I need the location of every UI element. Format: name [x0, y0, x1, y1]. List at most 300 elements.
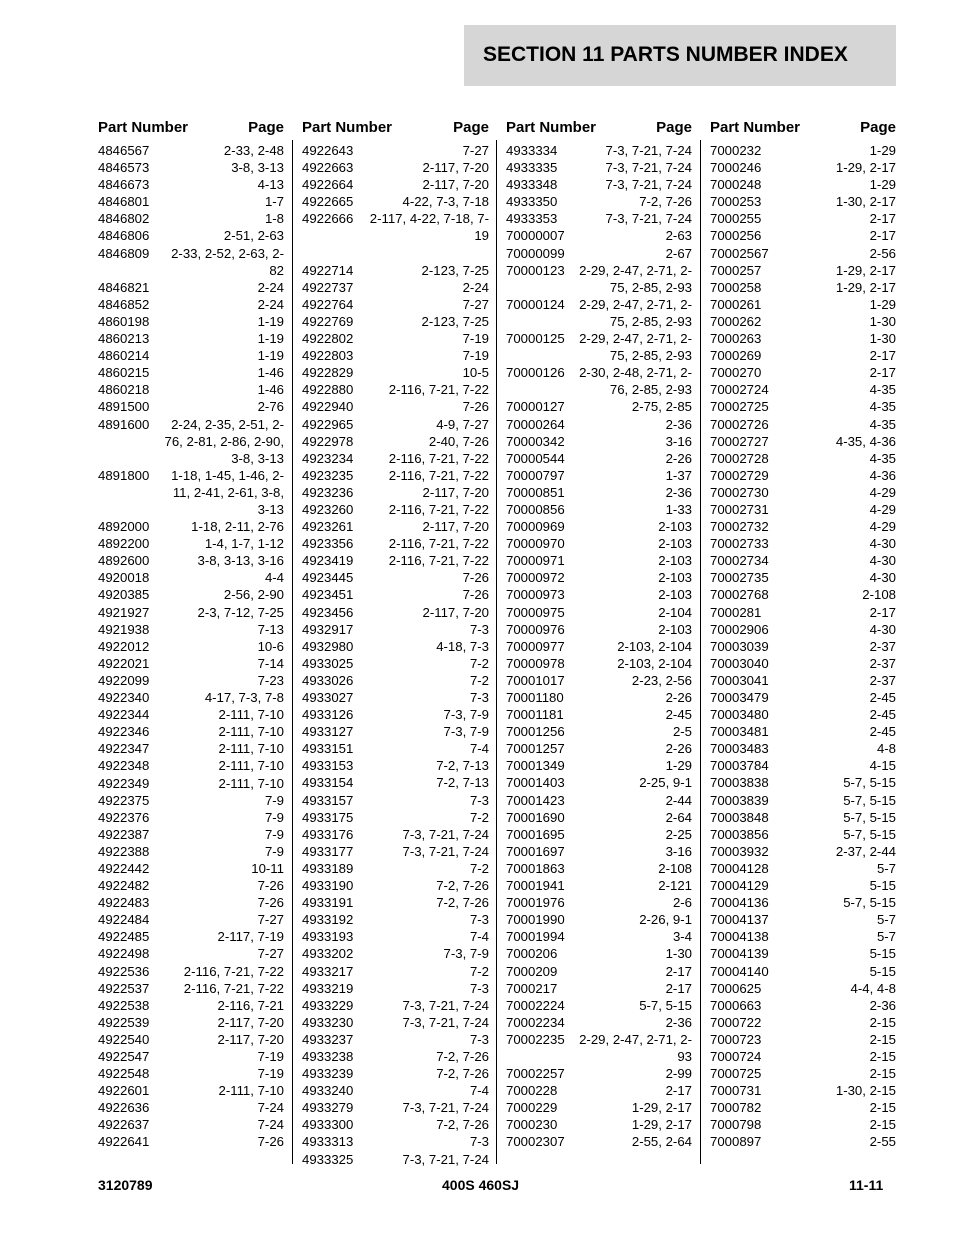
part-number: 7000232: [710, 143, 762, 158]
part-number: 70000972: [506, 570, 565, 586]
part-number: 4846806: [98, 228, 150, 244]
part-number: 4933238: [302, 1048, 354, 1064]
index-row: [710, 467, 896, 484]
page-ref: 1-29: [869, 296, 896, 312]
index-row: [506, 860, 692, 877]
index-row: [302, 1082, 489, 1099]
page-ref: 2-24: [257, 296, 284, 312]
index-row: [710, 501, 896, 518]
part-number: 70003848: [710, 809, 769, 825]
page-ref: 7-27: [257, 946, 284, 962]
index-row: [98, 911, 284, 928]
page-ref: 1-19: [257, 348, 284, 364]
index-row: [506, 330, 692, 364]
page-ref: 1-29: [869, 177, 896, 193]
part-number: 7000625: [710, 980, 762, 996]
page-ref: 2-30, 2-48, 2-71, 2-76, 2-85, 2-93: [579, 365, 692, 398]
index-row: [506, 518, 692, 535]
page-ref: 2-116, 7-21, 7-22: [388, 450, 489, 466]
page-ref: 2-17: [869, 348, 896, 364]
part-number: 4892000: [98, 519, 150, 535]
part-number: 4922965: [302, 416, 354, 432]
index-row: [98, 364, 284, 381]
page-ref: 2-45: [869, 724, 896, 740]
part-number: 4922485: [98, 929, 150, 945]
index-row: [302, 1151, 489, 1168]
page-ref: 7-3, 7-21, 7-24: [402, 1100, 489, 1116]
part-number: 70004136: [710, 895, 769, 911]
part-number: 70002906: [710, 621, 769, 637]
part-number: 70004137: [710, 912, 769, 928]
part-number: 4933325: [302, 1151, 354, 1167]
page-ref: 7-4: [469, 1083, 489, 1099]
page-ref: 2-40, 7-26: [428, 433, 489, 449]
part-number: 4846573: [98, 160, 150, 176]
part-number: 4891800: [98, 467, 150, 483]
page-ref: 1-29, 2-17: [835, 279, 896, 295]
page-ref: 2-33, 2-52, 2-63, 2-82: [171, 245, 284, 278]
page-ref: 2-104: [658, 604, 692, 620]
part-number: 70000007: [506, 228, 565, 244]
part-number: 70002725: [710, 399, 769, 415]
page-ref: 7-3: [469, 690, 489, 705]
index-row: [98, 809, 284, 826]
index-row: [302, 569, 489, 586]
index-row: [302, 911, 489, 928]
page-ref: 1-30: [665, 946, 692, 962]
part-number: 4933350: [506, 194, 558, 210]
page-ref: 1-19: [257, 313, 284, 329]
page-ref: 5-7, 5-15: [843, 895, 896, 911]
page-ref: 2-108: [658, 860, 692, 876]
page-ref: 4-35: [869, 399, 896, 415]
page-ref: 2-75, 2-85: [631, 399, 692, 415]
page-ref: 4-30: [869, 553, 896, 569]
part-number: 4933335: [506, 160, 558, 176]
part-number: 4933127: [302, 724, 354, 740]
part-number: 4933279: [302, 1100, 354, 1116]
part-number: 70002734: [710, 553, 769, 569]
part-number: 70003040: [710, 655, 769, 671]
part-number: 70004128: [710, 860, 769, 876]
part-number: 4922349: [98, 775, 150, 791]
part-number: 4860214: [98, 348, 150, 364]
page-ref: 2-123, 7-25: [421, 262, 489, 278]
page-ref: 7-3, 7-21, 7-24: [402, 843, 489, 859]
part-number: 4922641: [98, 1134, 150, 1150]
part-number: 4922012: [98, 638, 150, 654]
part-number: 4923451: [302, 587, 354, 603]
part-number: 4922664: [302, 177, 354, 193]
index-row: [506, 176, 692, 193]
page-ref: 7-3, 7-21, 7-24: [402, 1014, 489, 1030]
index-row: [506, 706, 692, 723]
index-row: [302, 826, 489, 843]
part-number: 4891500: [98, 399, 150, 415]
part-number: 70001695: [506, 826, 565, 842]
index-row: [302, 262, 489, 279]
index-row: [710, 928, 896, 945]
index-row: [506, 193, 692, 210]
part-number: 4933175: [302, 809, 354, 825]
part-number: 70003039: [710, 638, 769, 654]
index-row: [710, 740, 896, 757]
index-row: [506, 484, 692, 501]
part-number: 4933313: [302, 1134, 354, 1150]
index-row: [98, 296, 284, 313]
part-number: 70004140: [710, 963, 769, 979]
page-ref: 2-3, 7-12, 7-25: [197, 604, 284, 620]
part-number: 4846802: [98, 211, 150, 227]
index-row: [506, 245, 692, 262]
part-number: 4933217: [302, 963, 354, 979]
page-ref: 2-116, 7-21, 7-22: [388, 382, 489, 398]
index-row: [710, 604, 896, 621]
part-number: 70002727: [710, 433, 769, 449]
page-ref: 2-17: [665, 1083, 692, 1099]
index-row: [98, 518, 284, 535]
part-number: 7000782: [710, 1100, 762, 1116]
part-number: 4922021: [98, 655, 150, 671]
column-rows: [98, 142, 284, 1151]
part-number: 4922637: [98, 1117, 150, 1133]
index-row: [710, 176, 896, 193]
page-ref: 2-29, 2-47, 2-71, 2-75, 2-85, 2-93: [579, 296, 692, 329]
page-ref: 2-111, 7-10: [218, 724, 284, 740]
index-row: [506, 586, 692, 603]
part-number: 70000123: [506, 262, 565, 278]
part-number: 70001257: [506, 741, 565, 757]
page-ref: 4-15: [869, 758, 896, 774]
page-ref: 2-15: [869, 1066, 896, 1082]
index-row: [302, 364, 489, 381]
index-row: [98, 604, 284, 621]
index-row: [98, 928, 284, 945]
index-row: [98, 467, 284, 518]
index-row: [506, 997, 692, 1014]
part-number: 7000209: [506, 963, 558, 979]
part-number: 70003041: [710, 672, 769, 688]
index-row: [710, 1048, 896, 1065]
page-ref: 2-37: [869, 672, 896, 688]
page-ref: 2-5: [672, 724, 692, 740]
part-number: 70000969: [506, 519, 565, 535]
part-number: 4923419: [302, 553, 354, 569]
part-number: 7000255: [710, 211, 762, 227]
part-number: 70004129: [710, 878, 769, 894]
header-page: Page: [248, 119, 284, 136]
page-ref: 2-36: [869, 997, 896, 1013]
index-row: [506, 980, 692, 997]
index-row: [98, 381, 284, 398]
page-ref: 2-117, 7-20: [422, 519, 489, 535]
index-row: [98, 227, 284, 244]
page-ref: 4-29: [869, 484, 896, 500]
index-row: [98, 757, 284, 774]
part-number: 4860215: [98, 365, 150, 381]
part-number: 70004139: [710, 946, 769, 962]
index-row: [710, 296, 896, 313]
index-row: [710, 1116, 896, 1133]
page-ref: 7-3: [469, 912, 489, 928]
index-row: [98, 159, 284, 176]
page-ref: 7-3, 7-21, 7-24: [605, 160, 692, 176]
part-number: 70002728: [710, 450, 769, 466]
index-row: [302, 1099, 489, 1116]
part-number: 70001990: [506, 912, 565, 928]
footer-doc-number: 3120789: [98, 1177, 153, 1193]
index-row: [710, 638, 896, 655]
part-number: 70002724: [710, 382, 769, 398]
index-row: [710, 398, 896, 415]
index-row: [710, 347, 896, 364]
page-ref: 1-29: [869, 143, 896, 158]
part-number: 4933239: [302, 1066, 354, 1082]
page-ref: 7-9: [264, 843, 284, 859]
index-row: [710, 535, 896, 552]
part-number: 70000264: [506, 416, 565, 432]
index-row: [98, 398, 284, 415]
part-number: 4932980: [302, 638, 354, 654]
column-header: [302, 119, 489, 139]
index-row: [302, 245, 489, 262]
page-ref: 7-19: [462, 348, 489, 364]
page-ref: 2-15: [869, 1100, 896, 1116]
page-ref: 7-2, 7-26: [639, 194, 692, 210]
index-row: [506, 210, 692, 227]
part-number: 7000724: [710, 1048, 762, 1064]
page-ref: 2-116, 7-21, 7-22: [388, 536, 489, 552]
index-row: [98, 860, 284, 877]
index-row: [98, 142, 284, 159]
page-ref: 4-35: [869, 416, 896, 432]
page-ref: 1-30, 2-17: [835, 194, 896, 210]
page-ref: 7-27: [462, 143, 489, 158]
page-ref: 7-26: [462, 570, 489, 586]
header-part-number: Part Number: [710, 119, 801, 136]
page-ref: 7-26: [257, 895, 284, 911]
header-part-number: Part Number: [98, 119, 189, 136]
part-number: 4922387: [98, 826, 150, 842]
part-number: 70003784: [710, 758, 769, 774]
part-number: 7000206: [506, 946, 558, 962]
page-ref: 2-103: [658, 536, 692, 552]
page-ref: 7-3, 7-9: [443, 707, 489, 723]
part-number: 4923236: [302, 484, 354, 500]
page-ref: 2-116, 7-21: [217, 997, 284, 1013]
page-ref: 7-27: [462, 296, 489, 312]
index-row: [710, 450, 896, 467]
index-row: [710, 1133, 896, 1150]
part-number: 70002726: [710, 416, 769, 432]
index-row: [98, 1116, 284, 1133]
page-ref: 4-9, 7-27: [436, 416, 489, 432]
page-ref: 7-2, 7-13: [436, 758, 489, 774]
header-part-number: Part Number: [506, 119, 597, 136]
page-ref: 2-116, 7-21, 7-22: [183, 980, 284, 996]
index-row: [710, 877, 896, 894]
part-number: 4922483: [98, 895, 150, 911]
part-number: 4892600: [98, 553, 150, 569]
part-number: 70001697: [506, 843, 565, 859]
page-ref: 2-15: [869, 1014, 896, 1030]
part-number: 4933240: [302, 1083, 354, 1099]
index-row: [98, 980, 284, 997]
part-number: 70000124: [506, 296, 565, 312]
page-ref: 7-19: [462, 331, 489, 347]
index-row: [98, 245, 284, 279]
header-page: Page: [860, 119, 896, 136]
index-row: [506, 1014, 692, 1031]
page-ref: 3-8, 3-13: [231, 160, 284, 176]
index-row: [710, 433, 896, 450]
index-row: [302, 792, 489, 809]
page-ref: 4-30: [869, 570, 896, 586]
page-title: SECTION 11 PARTS NUMBER INDEX: [483, 43, 848, 66]
index-row: [98, 621, 284, 638]
index-row: [506, 398, 692, 415]
part-number: 4922769: [302, 313, 354, 329]
index-row: [98, 775, 284, 792]
index-row: [302, 313, 489, 330]
index-row: [710, 911, 896, 928]
index-row: [710, 193, 896, 210]
part-number: 4922536: [98, 963, 150, 979]
page-ref: 2-44: [665, 792, 692, 808]
part-number: 4846801: [98, 194, 150, 210]
part-number: 70002235: [506, 1031, 565, 1047]
index-row: [506, 843, 692, 860]
part-number: 4860198: [98, 313, 150, 329]
index-row: [302, 621, 489, 638]
page-ref: 3-16: [665, 433, 692, 449]
index-row: [98, 313, 284, 330]
page-ref: 5-7: [876, 860, 896, 876]
part-number: 70000127: [506, 399, 565, 415]
part-number: 70000978: [506, 655, 565, 671]
page-ref: 2-17: [869, 365, 896, 381]
index-row: [98, 1099, 284, 1116]
part-number: 4920385: [98, 587, 150, 603]
index-row: [98, 672, 284, 689]
part-number: 4922643: [302, 143, 354, 158]
index-row: [98, 740, 284, 757]
page-ref: 2-103: [658, 621, 692, 637]
index-row: [302, 809, 489, 826]
index-row: [98, 279, 284, 296]
page-ref: 2-17: [665, 963, 692, 979]
page-ref: 7-3, 7-9: [443, 724, 489, 740]
page-ref: 2-103: [658, 570, 692, 586]
index-row: [710, 279, 896, 296]
index-row: [302, 518, 489, 535]
index-row: [710, 826, 896, 843]
index-row: [302, 672, 489, 689]
page-ref: 2-55: [869, 1134, 896, 1150]
page-ref: 4-35: [869, 382, 896, 398]
index-row: [98, 1065, 284, 1082]
part-number: 70001256: [506, 724, 565, 740]
part-number: 4933353: [506, 211, 558, 227]
part-number: 4933153: [302, 758, 354, 774]
index-row: [506, 877, 692, 894]
part-number: 4923260: [302, 501, 354, 517]
page-ref: 2-26: [665, 450, 692, 466]
part-number: 4921927: [98, 604, 150, 620]
page-ref: 4-13: [257, 177, 284, 193]
index-row: [506, 689, 692, 706]
part-number: 70003481: [710, 724, 769, 740]
page-ref: 2-76: [257, 399, 284, 415]
index-row: [710, 860, 896, 877]
page-ref: 7-3, 7-21, 7-24: [402, 826, 489, 842]
part-number: 70003839: [710, 792, 769, 808]
part-number: 7000257: [710, 262, 762, 278]
page-ref: 7-2, 7-26: [436, 895, 489, 911]
page-ref: 2-36: [665, 1014, 692, 1030]
part-number: 4922340: [98, 690, 150, 706]
index-row: [710, 227, 896, 244]
page-ref: 2-116, 7-21, 7-22: [388, 467, 489, 483]
index-row: [98, 569, 284, 586]
part-number: 70003856: [710, 826, 769, 842]
page-ref: 2-103: [658, 519, 692, 535]
page-ref: 7-24: [257, 1100, 284, 1116]
index-row: [98, 176, 284, 193]
index-row: [302, 193, 489, 210]
page-ref: 4-35: [869, 450, 896, 466]
index-row: [506, 911, 692, 928]
part-number: 4922714: [302, 262, 354, 278]
column-rows: [506, 142, 692, 1151]
page-ref: 4-8: [876, 741, 896, 757]
page-ref: 7-23: [257, 672, 284, 688]
part-number: 70002733: [710, 536, 769, 552]
page-ref: 4-36: [869, 467, 896, 483]
part-number: 70003932: [710, 843, 769, 859]
index-row: [302, 416, 489, 433]
part-number: 7000217: [506, 980, 558, 996]
index-row: [302, 945, 489, 962]
page-ref: 2-117, 7-20: [422, 177, 489, 193]
index-row: [302, 552, 489, 569]
page-ref: 7-14: [257, 655, 284, 671]
column-header: [710, 119, 896, 139]
index-row: [710, 330, 896, 347]
part-number: 4933177: [302, 843, 354, 859]
part-number: 4933348: [506, 177, 558, 193]
index-row: [98, 1082, 284, 1099]
part-number: 4922442: [98, 860, 150, 876]
page-ref: 4-4, 4-8: [850, 980, 896, 996]
page-ref: 7-24: [257, 1117, 284, 1133]
index-row: [302, 894, 489, 911]
index-row: [302, 142, 489, 159]
page-ref: 7-26: [257, 878, 284, 894]
page-ref: 1-29, 2-17: [631, 1117, 692, 1133]
index-row: [302, 963, 489, 980]
index-row: [506, 1031, 692, 1065]
part-number: 7000229: [506, 1100, 558, 1116]
index-row: [98, 1014, 284, 1031]
part-number: 7000725: [710, 1066, 762, 1082]
part-number: 70003480: [710, 707, 769, 723]
part-number: 4846821: [98, 279, 150, 295]
index-row: [302, 1065, 489, 1082]
page-ref: 2-6: [672, 895, 692, 911]
page-ref: 2-111, 7-10: [218, 1083, 284, 1099]
index-row: [710, 142, 896, 159]
